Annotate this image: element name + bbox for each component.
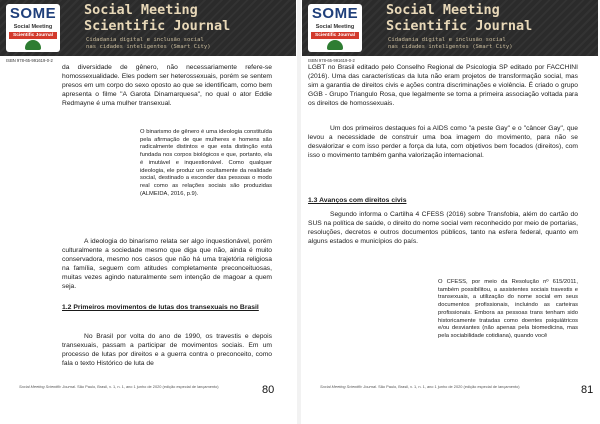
tagline-line-2: nas cidades inteligentes (Smart City) [388, 44, 513, 50]
globe-icon [25, 40, 41, 50]
journal-tagline [388, 37, 513, 51]
page-gutter [297, 0, 301, 424]
logo-line-1: Social Meeting [13, 24, 53, 30]
section-heading: 1.2 Primeiros movimentos de lutas dos transexuais no Brasil [62, 304, 259, 311]
journal-banner [302, 0, 598, 56]
tagline-line-1: Cidadania digital e inclusão social [388, 37, 506, 43]
isbn-label: ISBN 978-65-991619-0-2 [6, 58, 53, 63]
logo-line-1: Social Meeting [315, 24, 355, 30]
page-footer [19, 384, 219, 389]
journal-title-line-2: Scientific Journal [386, 18, 533, 34]
page-number: 80 [262, 384, 275, 396]
logo-mark: SOME [9, 5, 57, 22]
logo-mark: SOME [311, 5, 359, 22]
logo-line-2: Scientific Journal [9, 32, 57, 39]
body-paragraph: da diversidade de gênero, não necessariamente refere-se homossexualidade. Eles podem ser heterossexuais, porém se sentem presos em um corpo do sexo oposto ao que se identificam, como bem apresenta o filme "A Garota Dinamarquesa", no qual o ator Eddie Redmayne é uma mulher transexual. [62, 64, 272, 107]
tagline-line-1: Cidadania digital e inclusão social [86, 37, 204, 43]
body-paragraph: No Brasil por volta do ano de 1990, os travestis e depois transexuais, passam a participar de movimentos sociais. Em um processo de lutas por direitos e a guerra contra o preconceito, como fala o texto Histórico de luta de [62, 333, 272, 367]
logo-line-2: Scientific Journal [311, 32, 359, 39]
body-paragraph: Segundo informa o Cartilha 4 CFESS (2016) sobre Transfobia, além do cartão do SUS na política de saúde, o direito do nome social vem reconhecido por meio de portarias, resoluções, decretos e outros documentos públicos, tanto na esfera federal, quanto em alguns estados e municípios do país. [308, 211, 578, 245]
journal-title-line-1: Social Meeting [84, 2, 198, 18]
journal-title [386, 2, 532, 34]
page-number: 81 [581, 384, 594, 396]
globe-icon [327, 40, 343, 50]
page-footer [320, 384, 520, 389]
page-81 [302, 0, 598, 424]
journal-title-line-1: Social Meeting [386, 2, 500, 18]
page-80 [0, 0, 296, 424]
journal-tagline [86, 37, 211, 51]
section-heading: 1.3 Avanços com direitos civis [308, 197, 407, 204]
body-paragraph: LGBT no Brasil editado pelo Conselho Regional de Psicologia SP editado por FACCHINI (2016). Uma das características da luta não eram projetos de transformação social, mas sim a garantia de direitos civis e ações contra discriminações e violência. É criado o grupo GGB - Grupo Triangulo Rosa, que legalmente se torna a primeira associação voltada para os direitos de homossexuais. [308, 64, 578, 107]
footer-journal-name: Social Meeting Scientific Journal [320, 384, 377, 389]
some-logo [308, 4, 362, 52]
body-paragraph: Um dos primeiros destaques foi a AIDS como "a peste Gay" e o "câncer Gay", que levou a necessidade de construir uma boa imagem do movimento, para não se desvalorizar e com isso perder a força da luta, com objetivos bem focados (direitos), com isso o movimento também ganha valorização internacional. [308, 125, 578, 159]
journal-banner [0, 0, 296, 56]
footer-details: . São Paulo, Brasil, v. 1, n. 1, ano 1 junho de 2020 (edição especial de lançamento) [75, 384, 219, 389]
isbn-label: ISBN 978-65-991619-0-2 [308, 58, 355, 63]
journal-title [84, 2, 230, 34]
body-paragraph: A ideologia do binarismo relata ser algo inquestionável, porém culturalmente a sociedade mesmo que diga que não, ainda é muito conservadora, mesmo nos casos que não há uma trajetória religiosa na família, seguem com atitudes completamente preconceituosas, muitas vezes agindo naturalmente sem intenção de magoar a quem seja. [62, 238, 272, 290]
journal-title-line-2: Scientific Journal [84, 18, 231, 34]
footer-details: . São Paulo, Brasil, v. 1, n. 1, ano 1 junho de 2020 (edição especial de lançamento) [376, 384, 520, 389]
tagline-line-2: nas cidades inteligentes (Smart City) [86, 44, 211, 50]
footer-journal-name: Social Meeting Scientific Journal [19, 384, 76, 389]
block-quote: O CFESS, por meio da Resolução nº 615/2011, também possibilitou, a assistentes sociais travestis e transexuais, a utilização do nome social em seus documentos profissionais, incluindo as carteiras profissionais. Embora as pessoas trans tenham sido historicamente tratadas como doentes psiquiátricos e/ou desviantes (não apenas pela biomedicina, mas pela sociabilidade cotidiana), quando você [438, 279, 578, 339]
some-logo [6, 4, 60, 52]
block-quote: O binarismo de gênero é uma ideologia constituída pela afirmação de que mulheres e homens são radicalmente distintos e que esta distinção está fundada nos corpos biológicos e que, portanto, ela é imutável e inquestionável. Como qualquer ideologia, ele produz um ocultamente da realidade social, destinado a esconder das pessoas o modo real como as relações sociais são produzidas (ALMEIDA, 2016, p.9). [140, 129, 272, 197]
